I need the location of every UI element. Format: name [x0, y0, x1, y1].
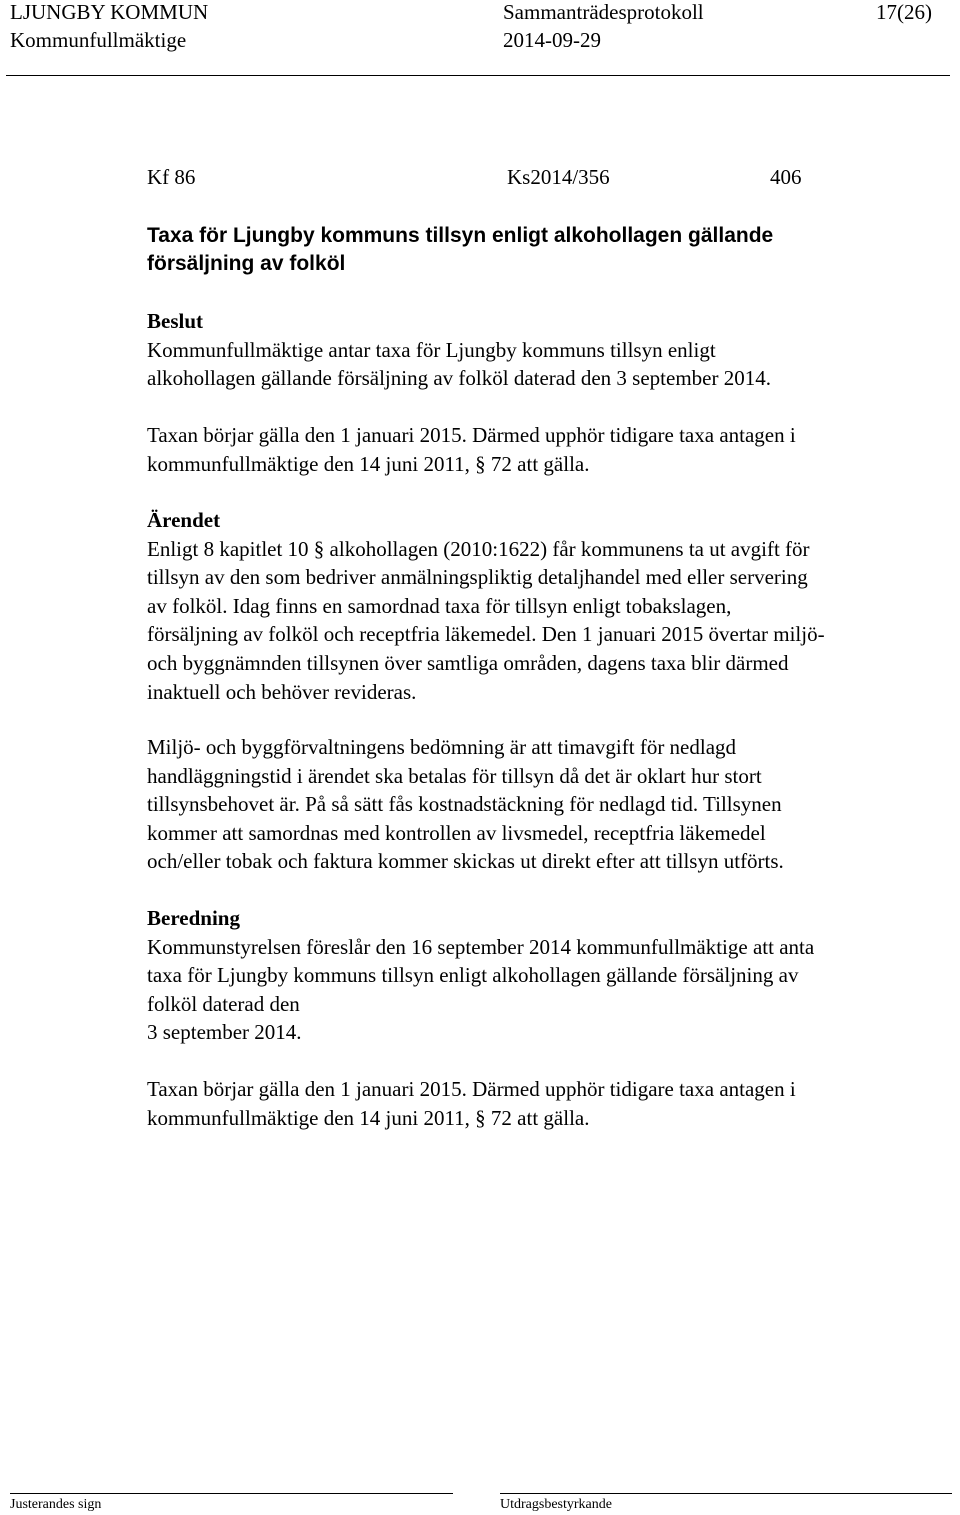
text-line: kommer att samordnas med kontrollen av livsmedel, receptfria läkemedel [147, 820, 766, 845]
header-org: LJUNGBY KOMMUN [10, 0, 209, 24]
title-line: försäljning av folköl [147, 252, 346, 275]
header-doc-type: Sammanträdesprotokoll [503, 0, 704, 24]
section-arendet [147, 506, 947, 706]
section-heading-beredning: Beredning [147, 906, 240, 930]
footer-sign-line [10, 1493, 453, 1494]
text-line: Taxan börjar gälla den 1 januari 2015. Därmed upphör tidigare taxa antagen i [147, 423, 796, 447]
footer-certify-line [500, 1493, 952, 1494]
section-heading-arendet: Ärendet [147, 508, 221, 532]
text-line: handläggningstid i ärendet ska betalas för tillsyn då det är oklart hur stort [147, 763, 762, 788]
header-divider [6, 75, 950, 76]
text-line: Enligt 8 kapitlet 10 § alkohollagen (2010:1622) får kommunens ta ut avgift för [147, 536, 810, 561]
title-line: Taxa för Ljungby kommuns tillsyn enligt alkohollagen gällande [147, 224, 774, 247]
paragraph-beslut-effective [147, 421, 947, 478]
text-line: tillsyn av den som bedriver anmälningspliktig detaljhandel med eller servering [147, 565, 808, 590]
text-line: och byggnämnden tillsynen över samtliga områden, dagens taxa blir därmed [147, 650, 789, 675]
text-line: alkohollagen gällande försäljning av folköl daterad den 3 september 2014. [147, 366, 771, 391]
text-line: försäljning av folköl och receptfria läkemedel. Den 1 januari 2015 övertar miljö- [147, 622, 825, 647]
text-line: och/eller tobak och faktura kommer skickas ut direkt efter att tillsyn utförts. [147, 849, 784, 874]
text-line: tillsynsbehovet är. På så sätt fås kostnadstäckning för nedlagd tid. Tillsynen [147, 792, 782, 817]
section-beslut [147, 307, 947, 393]
header-body: Kommunfullmäktige [10, 28, 187, 52]
text-line: Taxan börjar gälla den 1 januari 2015. Därmed upphör tidigare taxa antagen i [147, 1077, 796, 1101]
text-line: kommunfullmäktige den 14 juni 2011, § 72 att gälla. [147, 1105, 590, 1130]
section-beredning [147, 904, 947, 1047]
header-date: 2014-09-29 [503, 28, 601, 52]
text-line: Kommunstyrelsen föreslår den 16 september 2014 kommunfullmäktige att anta [147, 934, 815, 959]
case-code: 406 [770, 165, 802, 189]
text-line: Miljö- och byggförvaltningens bedömning är att timavgift för nedlagd [147, 735, 737, 759]
text-line: Kommunfullmäktige antar taxa för Ljungby kommuns tillsyn enligt [147, 337, 716, 362]
text-line: 3 september 2014. [147, 1020, 302, 1045]
text-line: kommunfullmäktige den 14 juni 2011, § 72 att gälla. [147, 451, 590, 476]
header-page-number: 17(26) [876, 0, 932, 24]
section-heading-beslut: Beslut [147, 309, 204, 333]
paragraph-arendet-assessment [147, 733, 947, 876]
case-number: Kf 86 [147, 165, 196, 189]
text-line: folköl daterad den [147, 991, 300, 1016]
footer-justerandes-sign: Justerandes sign [10, 1497, 102, 1512]
footer-utdragsbestyrkande: Utdragsbestyrkande [500, 1497, 612, 1512]
text-line: av folköl. Idag finns en samordnad taxa för tillsyn enligt tobakslagen, [147, 593, 732, 618]
page-title [147, 222, 947, 278]
case-reference: Ks2014/356 [507, 165, 610, 189]
paragraph-beredning-effective [147, 1075, 947, 1132]
text-line: taxa för Ljungby kommuns tillsyn enligt alkohollagen gällande försäljning av [147, 963, 799, 988]
text-line: inaktuell och behöver revideras. [147, 679, 417, 704]
